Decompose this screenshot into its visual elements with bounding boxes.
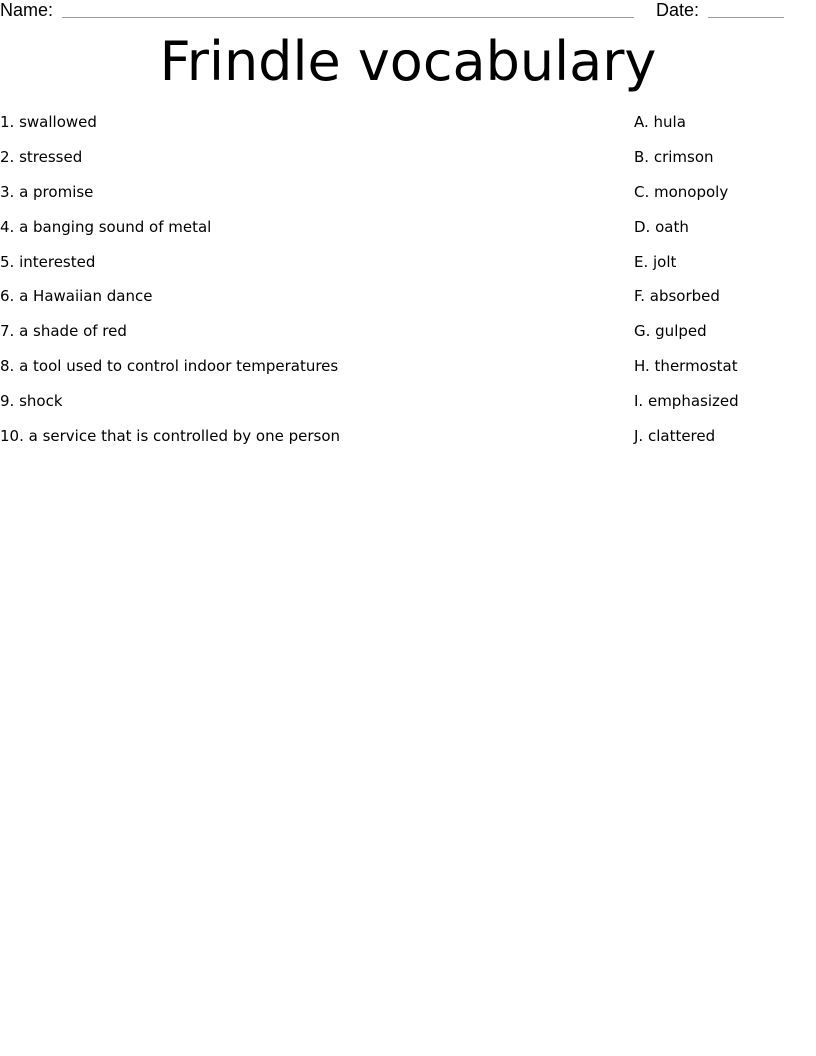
- answer-item: F. absorbed: [634, 287, 720, 306]
- clue-item: 9. shock: [0, 392, 63, 411]
- clue-item: 8. a tool used to control indoor temperatures: [0, 357, 339, 376]
- clue-item: 10. a service that is controlled by one person: [0, 427, 341, 446]
- answer-item: A. hula: [634, 113, 686, 131]
- clue-item: 4. a banging sound of metal: [0, 217, 212, 236]
- answer-list: [634, 112, 814, 461]
- date-blank-line[interactable]: [708, 17, 784, 18]
- date-label: Date:: [656, 0, 700, 20]
- page-title: Frindle vocabulary: [159, 30, 657, 93]
- answer-item: C. monopoly: [634, 182, 729, 201]
- clue-list: [0, 112, 600, 461]
- name-blank-line[interactable]: [62, 17, 634, 18]
- answer-item: I. emphasized: [634, 392, 739, 411]
- name-label: Name:: [0, 0, 54, 20]
- answer-item: E. jolt: [634, 252, 677, 271]
- clue-item: 1. swallowed: [0, 113, 97, 131]
- answer-item: H. thermostat: [634, 357, 738, 376]
- header: [0, 0, 816, 22]
- clue-item: 3. a promise: [0, 182, 94, 201]
- answer-item: B. crimson: [634, 147, 714, 166]
- clue-item: 6. a Hawaiian dance: [0, 287, 153, 306]
- answer-item: J. clattered: [634, 427, 716, 446]
- clue-item: 5. interested: [0, 252, 96, 271]
- clue-item: 7. a shade of red: [0, 322, 127, 341]
- answer-item: G. gulped: [634, 322, 707, 341]
- clue-item: 2. stressed: [0, 147, 83, 166]
- answer-item: D. oath: [634, 217, 689, 236]
